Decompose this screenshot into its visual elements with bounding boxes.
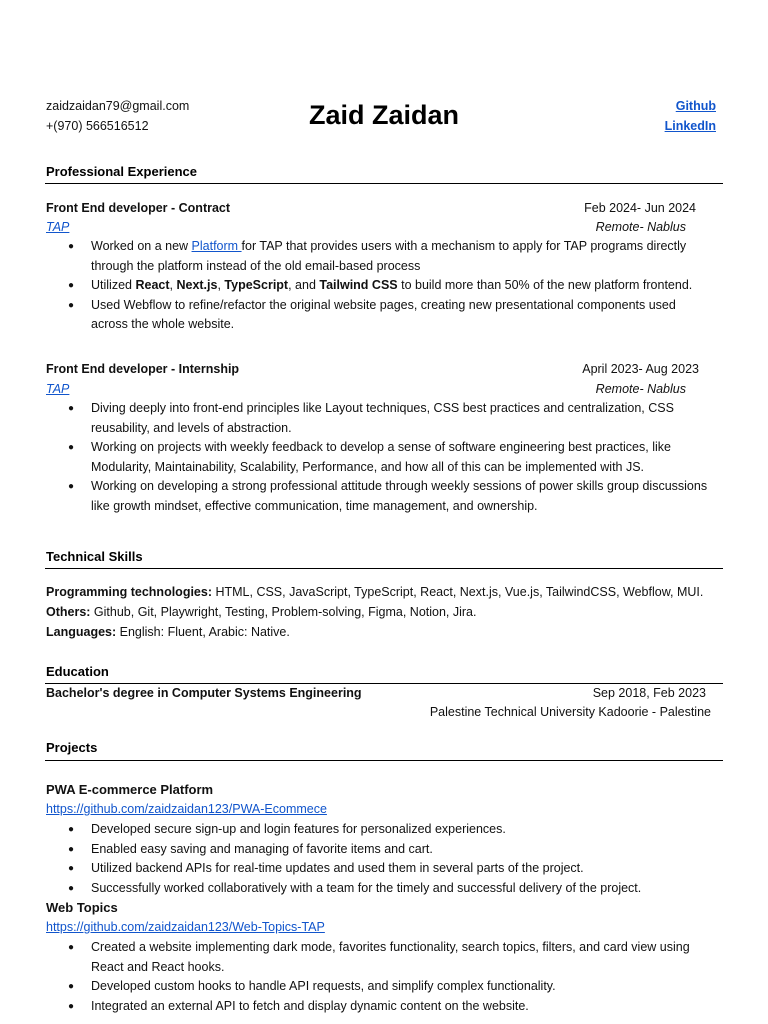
company-link-contract[interactable]: TAP [46,220,70,234]
list-item: ● Developed secure sign-up and login features for personalized experiences. [46,820,716,840]
job-bullets-internship [46,399,716,517]
list-item: ● Utilized React, Next.js, TypeScript, and Tailwind CSS to build more than 50% of the new platform frontend. [46,276,716,296]
school-name: Palestine Technical University Kadoorie - Palestine [429,705,711,719]
job-dates-internship: April 2023- Aug 2023 [582,362,699,376]
education-dates: Sep 2018, Feb 2023 [592,686,706,700]
linkedin-link[interactable]: LinkedIn [664,119,716,133]
project-bullets-ecommerce [46,820,716,898]
profile-links [665,96,716,136]
job-location-internship: Remote- Nablus [595,382,686,396]
job-dates-contract: Feb 2024- Jun 2024 [584,201,696,215]
education-heading: Education [46,664,109,679]
experience-heading: Professional Experience [46,164,198,179]
list-item: ● Working on developing a strong professional attitude through weekly sessions of power skills group discussions like growth mindset, effective communication, time management, and ownership. [46,477,716,516]
list-item: ● Created a website implementing dark mode, favorites functionality, search topics, filters, and card view using React and React hooks. [46,938,716,977]
list-item: ● Enabled easy saving and managing of favorite items and cart. [46,840,716,860]
project-title-webtopics: Web Topics [46,900,118,915]
job-bullets-contract [46,237,716,335]
job-location-contract: Remote- Nablus [595,220,686,234]
email-text: zaidzaidan79@gmail.com [46,99,190,113]
projects-heading: Projects [46,740,98,755]
candidate-name: Zaid Zaidan [308,100,460,130]
list-item: ● Utilized backend APIs for real-time updates and used them in several parts of the project. [46,859,716,879]
list-item: ● Successfully worked collaboratively with a team for the timely and successful delivery of the project. [46,879,716,899]
degree-title: Bachelor's degree in Computer Systems Engineering [46,686,362,700]
education-divider [45,683,723,684]
project-bullets-webtopics [46,938,716,1016]
skills-others: Others: Github, Git, Playwright, Testing, Problem-solving, Figma, Notion, Jira. [46,605,477,619]
job-title-contract: Front End developer - Contract [46,201,231,215]
project-link-ecommerce[interactable]: https://github.com/zaidzaidan123/PWA-Ecommece [46,802,327,816]
platform-link[interactable]: Platform [191,239,242,253]
github-link[interactable]: Github [675,99,716,113]
project-link-webtopics[interactable]: https://github.com/zaidzaidan123/Web-Topics-TAP [46,920,325,934]
skills-programming: Programming technologies: HTML, CSS, JavaScript, TypeScript, React, Next.js, Vue.js, TailwindCSS, Webflow, MUI. [46,585,704,599]
list-item: ● Diving deeply into front-end principles like Layout techniques, CSS best practices and centralization, CSS reusability, and levels of abstraction. [46,399,716,438]
skills-divider [45,568,723,569]
experience-divider [45,183,723,184]
project-title-ecommerce: PWA E-commerce Platform [46,782,214,797]
skills-heading: Technical Skills [46,549,143,564]
list-item: ● Integrated an external API to fetch and display dynamic content on the website. [46,997,716,1017]
job-title-internship: Front End developer - Internship [46,362,240,376]
skills-languages: Languages: English: Fluent, Arabic: Native. [46,625,290,639]
list-item: ● Worked on a new Platform for TAP that provides users with a mechanism to apply for TAP programs directly through the platform instead of the old email-based process [46,237,716,276]
company-link-internship[interactable]: TAP [46,382,70,396]
projects-divider [45,760,723,761]
phone-text: +(970) 566516512 [46,119,149,133]
list-item: ● Used Webflow to refine/refactor the original website pages, creating new presentational components used across the whole website. [46,296,716,335]
list-item: ● Developed custom hooks to handle API requests, and simplify complex functionality. [46,977,716,997]
list-item: ● Working on projects with weekly feedback to develop a sense of software engineering best practices, like Modularity, Maintainability, Scalability, Performance, and how all of this can be implemented with JS. [46,438,716,477]
